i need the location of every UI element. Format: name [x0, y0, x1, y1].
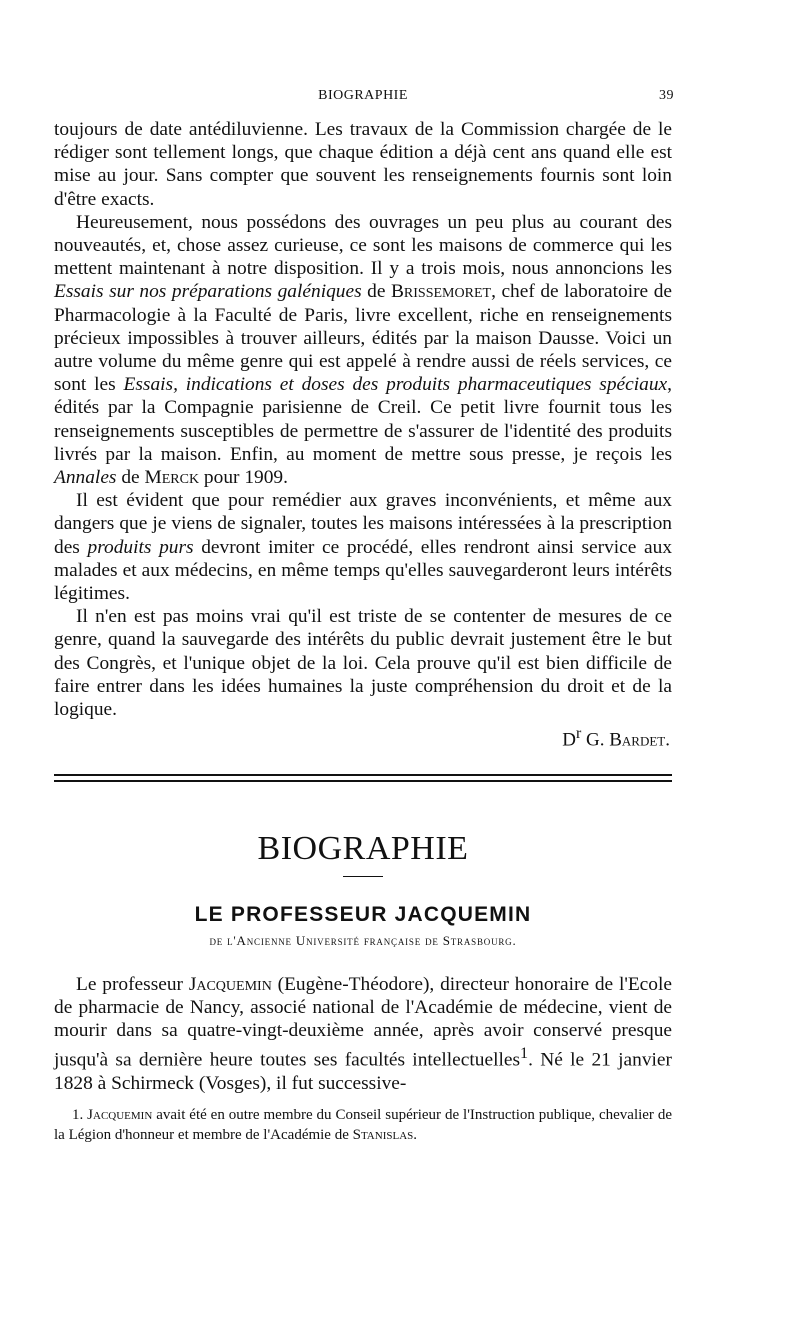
text-run: Heureusement, nous possédons des ouvrages un peu plus au courant des nouveautés, et, chose assez curieuse, ce sont les maisons de commerce qui les mettent maintenant à notre disposition. Il y a trois mois, nous annoncions les: [54, 211, 672, 280]
signature: [54, 725, 672, 751]
paragraph: [54, 973, 672, 1095]
running-header: [54, 88, 672, 110]
paragraph: toujours de date antédiluvienne. Les travaux de la Commission chargée de le rédiger sont tellement longs, que chaque édition a déjà cent ans quand elle est mise au jour. Sans compter que souvent les renseignements fournis sont loin d'être exacts.: [54, 119, 672, 210]
running-header-title: BIOGRAPHIE: [318, 88, 408, 103]
signature-sup: r: [575, 725, 582, 743]
article-subtitle: de l'Ancienne Université française de Strasbourg.: [209, 932, 517, 948]
text-run: .: [413, 1127, 418, 1144]
institution-name: Stanislas: [352, 1127, 414, 1144]
text-run: , chef de laboratoire de Pharmacologie à la Faculté de Paris, livre excellent, riche en renseignements précieux impossibles à trouver ailleurs, édités par la maison Dausse. Voici un autre volume du même genre qui est appelé à rendre aussi de réels services, ce sont les: [54, 281, 672, 396]
company-name: Merck: [144, 467, 200, 489]
book-title: Annales: [54, 467, 117, 489]
text-run: avait été en outre membre du Conseil supérieur de l'Instruction publique, chevalier de la Légion d'honneur et membre de l'Académie de: [54, 1107, 673, 1144]
document-page: [54, 88, 672, 1145]
section-title: BIOGRAPHIE: [257, 829, 469, 867]
author-name: Brissemoret: [391, 281, 492, 303]
article-body: [54, 973, 672, 1095]
text-run: devront imiter ce procédé, elles rendront ainsi service aux malades et aux médecins, en même temps qu'elles sauvegarderont leurs intérêts légitimes.: [54, 536, 673, 605]
person-name: Jacquemin: [188, 973, 272, 995]
text-run: Il est évident que pour remédier aux graves inconvénients, et même aux dangers que je viens de signaler, toutes les maisons intéressées à la prescription des: [54, 490, 672, 558]
page-number: 39: [659, 88, 674, 103]
footnote-number: 1.: [72, 1107, 84, 1124]
emphasis: produits purs: [87, 536, 194, 558]
text-run: Le professeur: [76, 973, 189, 995]
signature-name: G. Bardet.: [581, 729, 670, 751]
text-run: (Eugène-Théodore), directeur honoraire de l'Ecole de pharmacie de Nancy, associé national de l'Académie de médecine, vient de mourir dans sa quatre-vingt-deuxième année, après avoir conservé presque jusqu'à sa dernière heure toutes ses facultés intellectuelles: [54, 973, 672, 1071]
text-run: , édités par la Compagnie parisienne de Creil. Ce petit livre fournit tous les renseignements susceptibles de permettre de s'assurer de l'identité des produits livrés par la maison. Enfin, au moment de mettre sous presse, je reçois les: [54, 374, 672, 465]
section-divider: [54, 774, 672, 782]
book-title: Essais, indications et doses des produits pharmaceutiques spéciaux: [123, 374, 668, 396]
book-title: Essais sur nos préparations galéniques: [54, 281, 362, 303]
paragraph: [54, 211, 672, 489]
paragraph: Il n'en est pas moins vrai qu'il est triste de se contenter de mesures de ce genre, quand la sauvegarde des intérêts du public devrait justement être le but des Congrès, et l'unique objet de la loi. Cela prouve qu'il est bien difficile de faire entrer dans les idées humaines la juste compréhension du droit et de la logique.: [54, 606, 672, 721]
footnote-ref[interactable]: 1: [520, 1045, 529, 1063]
title-underline: [343, 876, 383, 877]
text-run: pour 1909.: [199, 467, 288, 489]
text-run: de: [116, 467, 145, 489]
text-run: . Né le 21 janvier 1828 à Schirmeck (Vosges), il fut successive-: [54, 1049, 672, 1094]
person-name: Jacquemin: [87, 1107, 153, 1124]
previous-article-body: [54, 118, 672, 721]
signature-prefix: D: [562, 729, 576, 751]
text-run: de: [361, 281, 391, 303]
article-title: LE PROFESSEUR JACQUEMIN: [194, 902, 532, 926]
footnote: [54, 1105, 672, 1145]
paragraph: [54, 489, 672, 605]
